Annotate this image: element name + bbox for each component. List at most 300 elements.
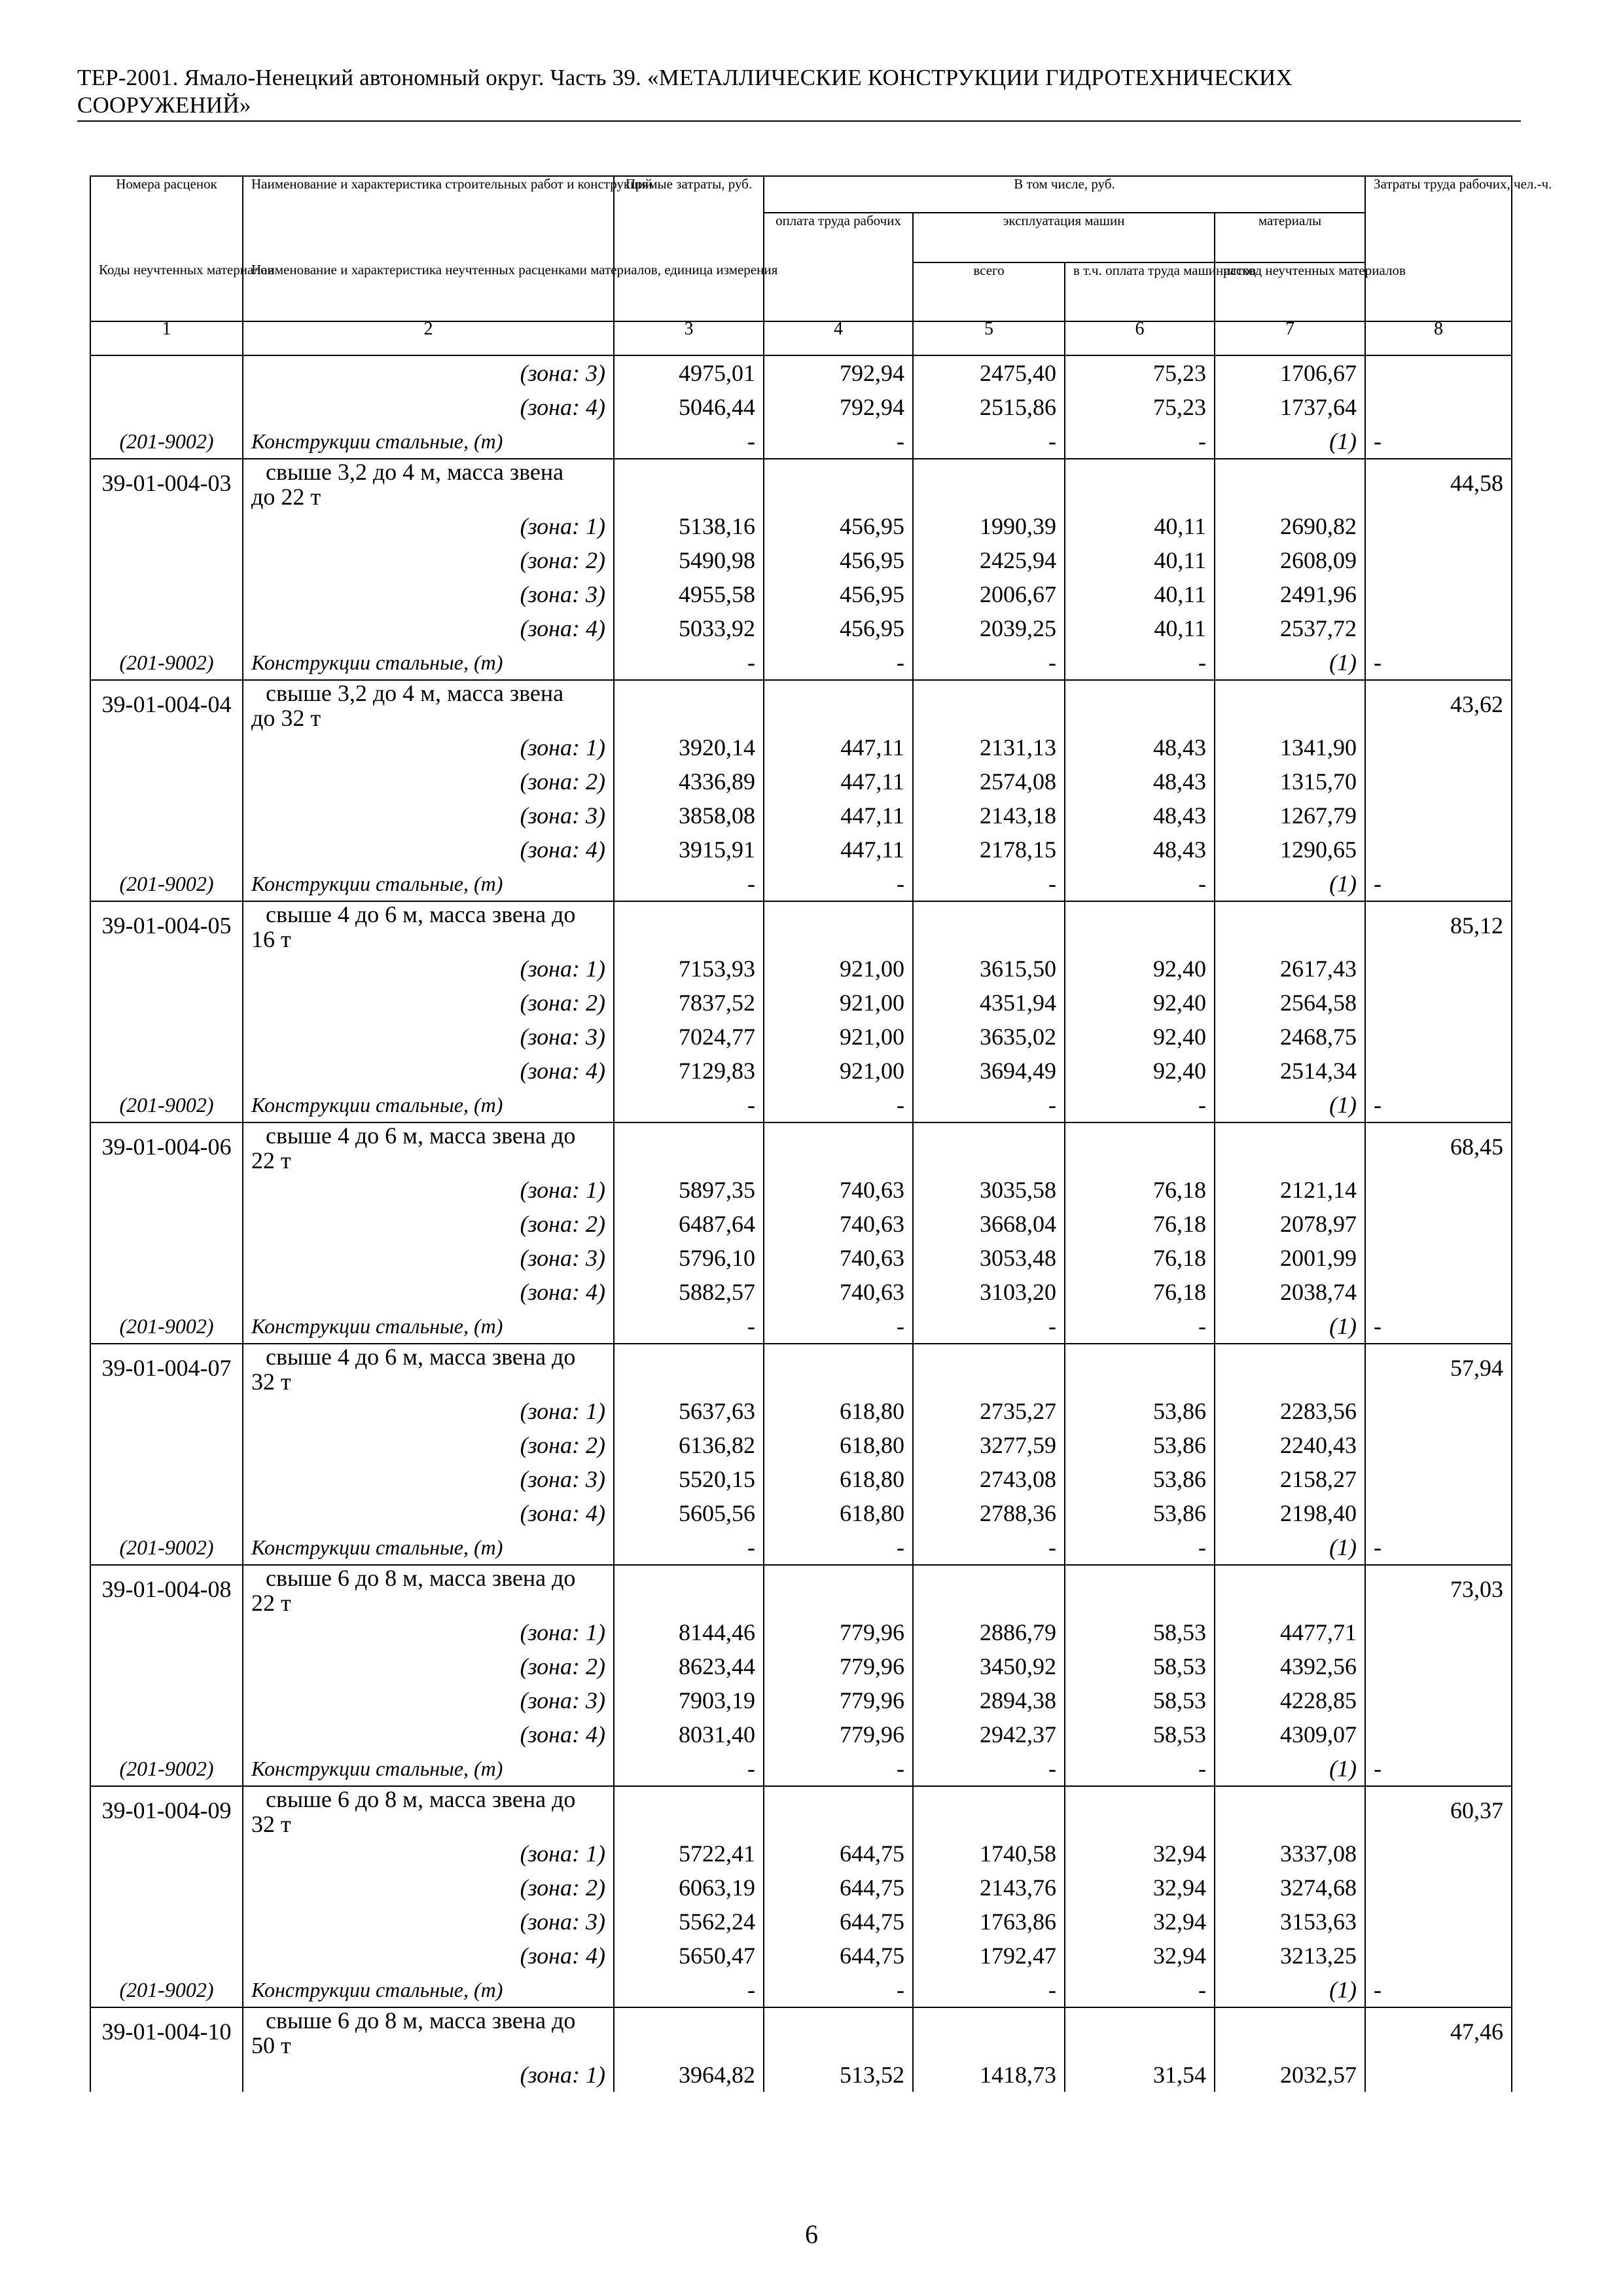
table-row (90, 1683, 1512, 1717)
material-name: Конструкции стальные, (т) (243, 424, 614, 459)
materials-value: 1315,70 (1215, 764, 1365, 798)
materials-value: 4392,56 (1215, 1649, 1365, 1683)
material-quantity: (1) (1215, 645, 1365, 680)
materials-value: 2617,43 (1215, 952, 1365, 986)
page-number: 6 (805, 2219, 818, 2249)
labor-hours-cell (1365, 730, 1512, 764)
empty-cell (913, 901, 1065, 952)
empty-cell (1215, 901, 1365, 952)
materials-value: 2121,14 (1215, 1173, 1365, 1207)
rate-code: 39-01-004-07 (90, 1344, 243, 1394)
material-worker-pay: - (764, 424, 913, 459)
material-quantity: (1) (1215, 424, 1365, 459)
materials-value: 1706,67 (1215, 355, 1365, 390)
zone-label: (зона: 1) (243, 1837, 614, 1871)
direct-costs-value: 3920,14 (614, 730, 764, 764)
machinist-pay-value: 58,53 (1065, 1683, 1215, 1717)
materials-value: 2001,99 (1215, 1241, 1365, 1275)
labor-hours-cell (1365, 1905, 1512, 1939)
materials-value: 1737,64 (1215, 390, 1365, 424)
rate-code: 39-01-004-06 (90, 1122, 243, 1173)
machines-total-value: 2006,67 (913, 577, 1065, 611)
machines-total-value: 2143,18 (913, 798, 1065, 833)
machines-total-value: 2515,86 (913, 390, 1065, 424)
machinist-pay-value: 92,40 (1065, 1020, 1215, 1054)
material-labor-hours: - (1365, 645, 1512, 680)
column-numbers-row (90, 321, 1512, 355)
direct-costs-value: 3964,82 (614, 2058, 764, 2092)
rate-code-cell (90, 1173, 243, 1207)
work-title-line: 32 т (251, 1811, 291, 1837)
machinist-pay-value: 32,94 (1065, 1837, 1215, 1871)
worker-pay-value: 456,95 (764, 577, 913, 611)
material-row (90, 424, 1512, 459)
empty-cell (1065, 459, 1215, 509)
rates-table (90, 175, 1552, 2092)
zone-label: (зона: 4) (243, 611, 614, 645)
rate-code-cell (90, 509, 243, 543)
zone-label: (зона: 3) (243, 1020, 614, 1054)
worker-pay-value: 740,63 (764, 1207, 913, 1241)
table-header (90, 176, 1552, 355)
labor-hours-value: 57,94 (1365, 1344, 1512, 1394)
labor-hours-cell (1365, 1020, 1512, 1054)
material-name: Конструкции стальные, (т) (243, 1973, 614, 2007)
labor-hours-cell (1365, 509, 1512, 543)
material-worker-pay: - (764, 645, 913, 680)
header-material-names: Наименование и характеристика неучтенных расценками материалов, единица измерения (243, 262, 614, 321)
table-row (90, 1939, 1512, 1973)
work-title-line: свыше 6 до 8 м, масса звена до (266, 2007, 576, 2034)
material-row (90, 1530, 1512, 1565)
machinist-pay-value: 40,11 (1065, 509, 1215, 543)
work-title-line: 16 т (251, 926, 291, 952)
empty-cell (614, 1565, 764, 1615)
materials-value: 3153,63 (1215, 1905, 1365, 1939)
machines-total-value: 1990,39 (913, 509, 1065, 543)
column-number: 1 (90, 321, 243, 355)
table-row (90, 1173, 1512, 1207)
machinist-pay-value: 32,94 (1065, 1871, 1215, 1905)
rate-group-row (90, 1786, 1512, 1837)
material-labor-hours: - (1365, 1973, 1512, 2007)
machines-total-value: 2735,27 (913, 1394, 1065, 1428)
labor-hours-value: 44,58 (1365, 459, 1512, 509)
work-title (243, 1786, 614, 1837)
work-title (243, 459, 614, 509)
header-machinist-pay: в т.ч. оплата труда машинистов (1065, 262, 1215, 321)
empty-cell (1215, 680, 1365, 730)
material-machinist-pay: - (1065, 645, 1215, 680)
table-row (90, 1428, 1512, 1462)
labor-hours-cell (1365, 1496, 1512, 1530)
labor-hours-cell (1365, 1683, 1512, 1717)
empty-cell (913, 1786, 1065, 1837)
column-number: 7 (1215, 321, 1365, 355)
labor-hours-cell (1365, 1428, 1512, 1462)
worker-pay-value: 644,75 (764, 1871, 913, 1905)
worker-pay-value: 456,95 (764, 509, 913, 543)
machines-total-value: 2743,08 (913, 1462, 1065, 1496)
direct-costs-value: 5490,98 (614, 543, 764, 577)
material-quantity: (1) (1215, 867, 1365, 901)
machines-total-value: 2574,08 (913, 764, 1065, 798)
labor-hours-cell (1365, 1871, 1512, 1905)
materials-value: 4477,71 (1215, 1615, 1365, 1649)
machinist-pay-value: 32,94 (1065, 1939, 1215, 1973)
material-row (90, 645, 1512, 680)
table-row (90, 1496, 1512, 1530)
material-direct: - (614, 1309, 764, 1344)
machinist-pay-value: 92,40 (1065, 1054, 1215, 1088)
rate-code-cell (90, 1683, 243, 1717)
work-title-line: свыше 4 до 6 м, масса звена до (266, 1122, 576, 1149)
work-title-line: свыше 3,2 до 4 м, масса звена (266, 459, 564, 485)
labor-hours-cell (1365, 833, 1512, 867)
labor-hours-cell (1365, 986, 1512, 1020)
header-unaccounted-materials: расход неучтенных материалов (1215, 262, 1365, 321)
material-worker-pay: - (764, 1530, 913, 1565)
rate-code-cell (90, 1394, 243, 1428)
table-row (90, 986, 1512, 1020)
zone-label: (зона: 1) (243, 1173, 614, 1207)
worker-pay-value: 447,11 (764, 764, 913, 798)
rate-code-cell (90, 764, 243, 798)
table-row (90, 611, 1512, 645)
machinist-pay-value: 40,11 (1065, 577, 1215, 611)
empty-cell (614, 459, 764, 509)
direct-costs-value: 6487,64 (614, 1207, 764, 1241)
labor-hours-cell (1365, 390, 1512, 424)
direct-costs-value: 8144,46 (614, 1615, 764, 1649)
work-title-line: свыше 4 до 6 м, масса звена до (266, 901, 576, 927)
machines-total-value: 2425,94 (913, 543, 1065, 577)
material-machines: - (913, 1530, 1065, 1565)
direct-costs-value: 5796,10 (614, 1241, 764, 1275)
rate-code-cell (90, 1020, 243, 1054)
material-labor-hours: - (1365, 424, 1512, 459)
worker-pay-value: 779,96 (764, 1683, 913, 1717)
rate-group-row (90, 459, 1512, 509)
rate-code-cell (90, 798, 243, 833)
direct-costs-value: 7024,77 (614, 1020, 764, 1054)
table-row (90, 509, 1512, 543)
column-number: 4 (764, 321, 913, 355)
table-row (90, 2058, 1512, 2092)
direct-costs-value: 4955,58 (614, 577, 764, 611)
table-row (90, 798, 1512, 833)
materials-value: 3213,25 (1215, 1939, 1365, 1973)
material-row (90, 1309, 1512, 1344)
materials-value: 1290,65 (1215, 833, 1365, 867)
machinist-pay-value: 48,43 (1065, 798, 1215, 833)
zone-label: (зона: 4) (243, 1275, 614, 1309)
empty-cell (1065, 1344, 1215, 1394)
zone-label: (зона: 1) (243, 2058, 614, 2092)
material-code: (201-9002) (90, 1973, 243, 2007)
work-title (243, 1565, 614, 1615)
material-machinist-pay: - (1065, 1973, 1215, 2007)
empty-cell (614, 901, 764, 952)
rate-code-cell (90, 355, 243, 390)
empty-cell (1215, 1565, 1365, 1615)
machines-total-value: 4351,94 (913, 986, 1065, 1020)
rate-code-cell (90, 1649, 243, 1683)
direct-costs-value: 5562,24 (614, 1905, 764, 1939)
material-quantity: (1) (1215, 1751, 1365, 1786)
empty-cell (764, 1122, 913, 1173)
machines-total-value: 3103,20 (913, 1275, 1065, 1309)
header-machines-total: всего (913, 262, 1065, 321)
material-machines: - (913, 1751, 1065, 1786)
rate-code-cell (90, 1275, 243, 1309)
material-name: Конструкции стальные, (т) (243, 1530, 614, 1565)
direct-costs-value: 5637,63 (614, 1394, 764, 1428)
material-name: Конструкции стальные, (т) (243, 1088, 614, 1122)
machinist-pay-value: 76,18 (1065, 1241, 1215, 1275)
work-title-line: 22 т (251, 1147, 291, 1174)
materials-value: 2283,56 (1215, 1394, 1365, 1428)
material-quantity: (1) (1215, 1973, 1365, 2007)
worker-pay-value: 792,94 (764, 390, 913, 424)
materials-value: 3274,68 (1215, 1871, 1365, 1905)
material-worker-pay: - (764, 1088, 913, 1122)
material-row (90, 1751, 1512, 1786)
worker-pay-value: 921,00 (764, 1020, 913, 1054)
empty-cell (1065, 1786, 1215, 1837)
work-title-line: свыше 3,2 до 4 м, масса звена (266, 680, 564, 706)
material-name: Конструкции стальные, (т) (243, 867, 614, 901)
empty-cell (1065, 901, 1215, 952)
machinist-pay-value: 76,18 (1065, 1207, 1215, 1241)
table-row (90, 1275, 1512, 1309)
zone-label: (зона: 2) (243, 1871, 614, 1905)
worker-pay-value: 740,63 (764, 1173, 913, 1207)
zone-label: (зона: 1) (243, 730, 614, 764)
material-quantity: (1) (1215, 1309, 1365, 1344)
direct-costs-value: 8031,40 (614, 1717, 764, 1751)
rate-group-row (90, 1565, 1512, 1615)
machinist-pay-value: 92,40 (1065, 986, 1215, 1020)
labor-hours-cell (1365, 1054, 1512, 1088)
worker-pay-value: 447,11 (764, 833, 913, 867)
header-material-codes: Коды неучтенных материалов (90, 262, 243, 321)
zone-label: (зона: 4) (243, 1054, 614, 1088)
table-row (90, 1020, 1512, 1054)
machinist-pay-value: 58,53 (1065, 1615, 1215, 1649)
direct-costs-value: 7129,83 (614, 1054, 764, 1088)
machines-total-value: 2942,37 (913, 1717, 1065, 1751)
material-code: (201-9002) (90, 424, 243, 459)
rate-code: 39-01-004-03 (90, 459, 243, 509)
material-code: (201-9002) (90, 1530, 243, 1565)
work-title-line: до 32 т (251, 705, 321, 731)
materials-value: 2608,09 (1215, 543, 1365, 577)
labor-hours-cell (1365, 355, 1512, 390)
labor-hours-cell (1365, 1939, 1512, 1973)
material-direct: - (614, 1088, 764, 1122)
table-row (90, 833, 1512, 867)
machines-total-value: 3053,48 (913, 1241, 1065, 1275)
machinist-pay-value: 31,54 (1065, 2058, 1215, 2092)
direct-costs-value: 8623,44 (614, 1649, 764, 1683)
zone-label: (зона: 1) (243, 1615, 614, 1649)
empty-cell (764, 2007, 913, 2058)
materials-value: 2158,27 (1215, 1462, 1365, 1496)
header-line-1: ТЕР-2001. Ямало-Ненецкий автономный округ. Часть 39. «МЕТАЛЛИЧЕСКИЕ КОНСТРУКЦИИ ГИДРОТЕХНИЧЕСКИХ (77, 65, 1293, 90)
page-header (77, 64, 1521, 122)
material-labor-hours: - (1365, 867, 1512, 901)
column-number: 6 (1065, 321, 1215, 355)
labor-hours-value: 60,37 (1365, 1786, 1512, 1837)
direct-costs-value: 5897,35 (614, 1173, 764, 1207)
table-row (90, 355, 1512, 390)
worker-pay-value: 456,95 (764, 543, 913, 577)
zone-label: (зона: 4) (243, 1939, 614, 1973)
rate-code-cell (90, 1905, 243, 1939)
material-machines: - (913, 867, 1065, 901)
machinist-pay-value: 75,23 (1065, 355, 1215, 390)
machinist-pay-value: 40,11 (1065, 611, 1215, 645)
table-body (90, 355, 1512, 2092)
machinist-pay-value: 53,86 (1065, 1496, 1215, 1530)
materials-value: 4309,07 (1215, 1717, 1365, 1751)
labor-hours-cell (1365, 952, 1512, 986)
table-row (90, 730, 1512, 764)
table-row (90, 1871, 1512, 1905)
rate-code-cell (90, 543, 243, 577)
rate-code-cell (90, 730, 243, 764)
labor-hours-value: 73,03 (1365, 1565, 1512, 1615)
labor-hours-cell (1365, 1837, 1512, 1871)
machines-total-value: 3668,04 (913, 1207, 1065, 1241)
work-title (243, 2007, 614, 2058)
empty-cell (1065, 2007, 1215, 2058)
rate-code-cell (90, 1054, 243, 1088)
rate-code-cell (90, 611, 243, 645)
materials-value: 2690,82 (1215, 509, 1365, 543)
labor-hours-cell (1365, 1462, 1512, 1496)
empty-cell (764, 1565, 913, 1615)
empty-cell (614, 1786, 764, 1837)
rate-code-cell (90, 1496, 243, 1530)
materials-value: 3337,08 (1215, 1837, 1365, 1871)
rate-code-cell (90, 1939, 243, 1973)
labor-hours-cell (1365, 2058, 1512, 2092)
empty-cell (913, 2007, 1065, 2058)
rate-code-cell (90, 1615, 243, 1649)
empty-cell (614, 1122, 764, 1173)
table-row (90, 1054, 1512, 1088)
table-row (90, 577, 1512, 611)
direct-costs-value: 6063,19 (614, 1871, 764, 1905)
machinist-pay-value: 53,86 (1065, 1394, 1215, 1428)
empty-cell (913, 1565, 1065, 1615)
direct-costs-value: 3858,08 (614, 798, 764, 833)
machines-total-value: 2788,36 (913, 1496, 1065, 1530)
empty-cell (1215, 1122, 1365, 1173)
header-work-name: Наименование и характеристика строительных работ и конструкций (243, 176, 614, 262)
direct-costs-value: 3915,91 (614, 833, 764, 867)
zone-label: (зона: 2) (243, 986, 614, 1020)
material-machines: - (913, 1309, 1065, 1344)
material-labor-hours: - (1365, 1751, 1512, 1786)
material-name: Конструкции стальные, (т) (243, 1309, 614, 1344)
material-direct: - (614, 1530, 764, 1565)
machines-total-value: 1740,58 (913, 1837, 1065, 1871)
rate-code-cell (90, 1871, 243, 1905)
rate-code-cell (90, 1717, 243, 1751)
worker-pay-value: 792,94 (764, 355, 913, 390)
material-worker-pay: - (764, 867, 913, 901)
materials-value: 2078,97 (1215, 1207, 1365, 1241)
machines-total-value: 3450,92 (913, 1649, 1065, 1683)
zone-label: (зона: 4) (243, 1496, 614, 1530)
empty-cell (764, 1786, 913, 1837)
direct-costs-value: 7903,19 (614, 1683, 764, 1717)
material-machines: - (913, 645, 1065, 680)
material-labor-hours: - (1365, 1530, 1512, 1565)
empty-cell (614, 680, 764, 730)
empty-cell (1215, 2007, 1365, 2058)
machines-total-value: 3635,02 (913, 1020, 1065, 1054)
table-row (90, 764, 1512, 798)
labor-hours-value: 47,46 (1365, 2007, 1512, 2058)
table-row (90, 1462, 1512, 1496)
zone-label: (зона: 3) (243, 1462, 614, 1496)
materials-value: 1267,79 (1215, 798, 1365, 833)
labor-hours-cell (1365, 577, 1512, 611)
worker-pay-value: 456,95 (764, 611, 913, 645)
materials-value: 2514,34 (1215, 1054, 1365, 1088)
machinist-pay-value: 53,86 (1065, 1428, 1215, 1462)
zone-label: (зона: 3) (243, 355, 614, 390)
machines-total-value: 2131,13 (913, 730, 1065, 764)
material-direct: - (614, 1751, 764, 1786)
material-name: Конструкции стальные, (т) (243, 645, 614, 680)
material-machines: - (913, 424, 1065, 459)
worker-pay-value: 740,63 (764, 1275, 913, 1309)
header-materials: материалы (1215, 213, 1365, 262)
work-title-line: 32 т (251, 1369, 291, 1395)
empty-cell (913, 1122, 1065, 1173)
zone-label: (зона: 3) (243, 798, 614, 833)
table-row (90, 1905, 1512, 1939)
empty-cell (1215, 1786, 1365, 1837)
machines-total-value: 3277,59 (913, 1428, 1065, 1462)
empty-cell (764, 459, 913, 509)
work-title-line: до 22 т (251, 484, 321, 510)
zone-label: (зона: 2) (243, 1428, 614, 1462)
materials-value: 2491,96 (1215, 577, 1365, 611)
rate-code: 39-01-004-10 (90, 2007, 243, 2058)
empty-cell (913, 680, 1065, 730)
worker-pay-value: 779,96 (764, 1615, 913, 1649)
zone-label: (зона: 1) (243, 952, 614, 986)
machinist-pay-value: 40,11 (1065, 543, 1215, 577)
header-machines: эксплуатация машин (913, 213, 1215, 262)
zone-label: (зона: 3) (243, 1241, 614, 1275)
labor-hours-cell (1365, 1207, 1512, 1241)
material-code: (201-9002) (90, 867, 243, 901)
rate-group-row (90, 1344, 1512, 1394)
rate-code: 39-01-004-05 (90, 901, 243, 952)
work-title-line: 22 т (251, 1590, 291, 1616)
materials-value: 4228,85 (1215, 1683, 1365, 1717)
zone-label: (зона: 2) (243, 764, 614, 798)
direct-costs-value: 4975,01 (614, 355, 764, 390)
material-code: (201-9002) (90, 1088, 243, 1122)
